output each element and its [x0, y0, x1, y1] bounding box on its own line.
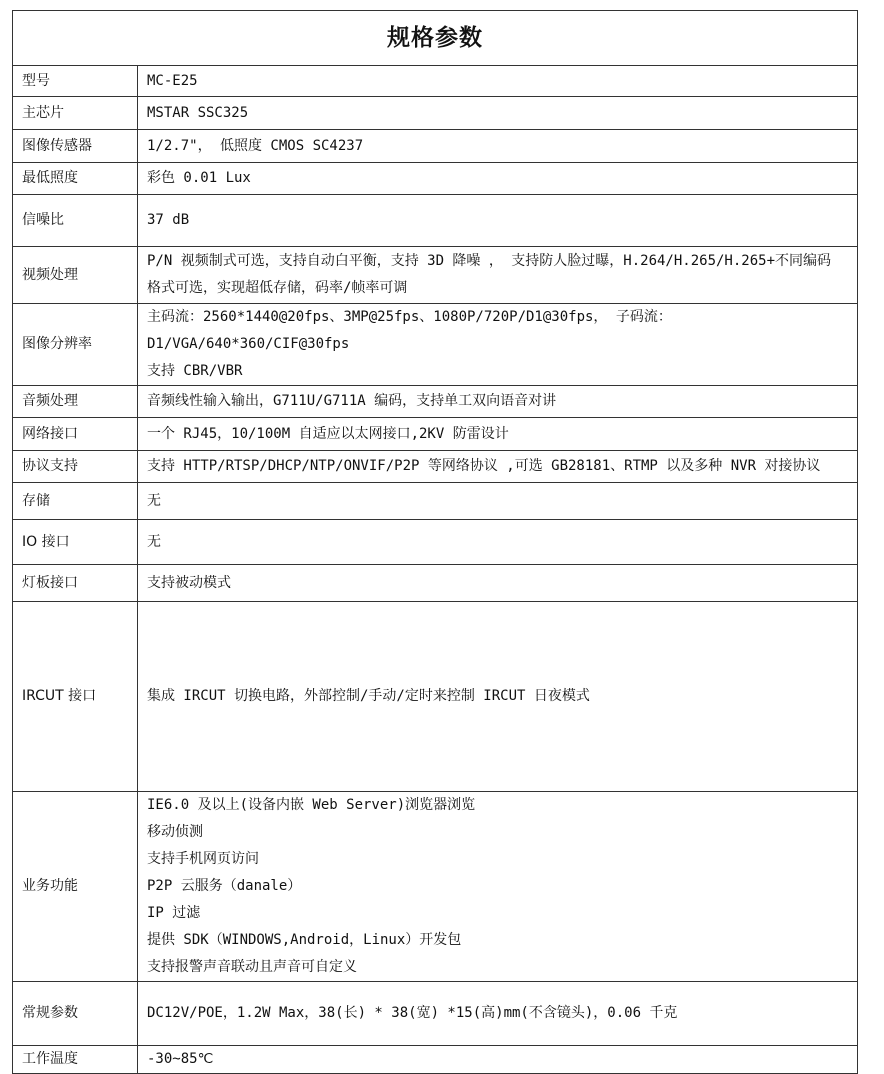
row-label: 主芯片 — [13, 97, 138, 130]
row-value — [138, 451, 858, 483]
row-label: 协议支持 — [13, 451, 138, 483]
table-row — [13, 163, 858, 195]
row-value — [138, 163, 858, 195]
row-value — [138, 304, 858, 386]
row-label: 网络接口 — [13, 418, 138, 451]
value-line: 支持 HTTP/RTSP/DHCP/NTP/ONVIF/P2P 等网络协议 ,可选 GB28181、RTMP 以及多种 NVR 对接协议 — [147, 458, 821, 474]
table-row — [13, 386, 858, 418]
value-line: -30~85℃ — [147, 1051, 214, 1067]
value-line: 支持报警声音联动且声音可自定义 — [147, 959, 357, 975]
value-line: 一个 RJ45，10/100M 自适应以太网接口,2KV 防雷设计 — [147, 425, 509, 442]
row-label: 灯板接口 — [13, 565, 138, 602]
table-title: 规格参数 — [13, 11, 858, 66]
row-value — [138, 483, 858, 520]
row-value — [138, 97, 858, 130]
row-label: 图像分辨率 — [13, 304, 138, 386]
row-value — [138, 130, 858, 163]
table-row — [13, 483, 858, 520]
table-row — [13, 520, 858, 565]
row-label: 型号 — [13, 66, 138, 97]
table-row — [13, 304, 858, 386]
table-row — [13, 66, 858, 97]
row-value — [138, 520, 858, 565]
table-row — [13, 982, 858, 1046]
value-line: 1/2.7"， 低照度 CMOS SC4237 — [147, 137, 364, 154]
value-line: P2P 云服务（danale） — [147, 878, 302, 894]
value-line: IP 过滤 — [147, 905, 201, 921]
value-line: 无 — [147, 533, 161, 550]
table-row — [13, 792, 858, 982]
table-row — [13, 130, 858, 163]
table-row — [13, 565, 858, 602]
spec-rows — [13, 66, 858, 1074]
row-value — [138, 602, 858, 792]
row-label: IRCUT 接口 — [13, 602, 138, 792]
value-line: 音频线性输入输出，G711U/G711A 编码，支持单工双向语音对讲 — [147, 393, 557, 409]
row-label: 音频处理 — [13, 386, 138, 418]
row-label: 信噪比 — [13, 195, 138, 247]
row-label: 最低照度 — [13, 163, 138, 195]
value-line: 支持 CBR/VBR — [147, 363, 243, 379]
row-label: 常规参数 — [13, 982, 138, 1046]
row-value — [138, 418, 858, 451]
row-label: IO 接口 — [13, 520, 138, 565]
table-row — [13, 418, 858, 451]
row-label: 存储 — [13, 483, 138, 520]
row-value — [138, 1046, 858, 1074]
value-line: 格式可选，实现超低存储，码率/帧率可调 — [147, 280, 408, 296]
value-line: 提供 SDK（WINDOWS,Android，Linux）开发包 — [147, 932, 462, 948]
row-value — [138, 565, 858, 602]
row-value — [138, 66, 858, 97]
value-line: 集成 IRCUT 切换电路，外部控制/手动/定时来控制 IRCUT 日夜模式 — [147, 688, 590, 704]
value-line: 彩色 0.01 Lux — [147, 170, 251, 186]
value-line: MC-E25 — [147, 72, 198, 89]
value-line: P/N 视频制式可选，支持自动白平衡，支持 3D 降噪 ， 支持防人脸过曝，H.264/H.265/H.265+不同编码 — [147, 253, 832, 269]
value-line: 无 — [147, 492, 161, 509]
row-label: 图像传感器 — [13, 130, 138, 163]
table-row — [13, 602, 858, 792]
value-line: 支持手机网页访问 — [147, 851, 259, 867]
row-value — [138, 386, 858, 418]
row-label: 工作温度 — [13, 1046, 138, 1074]
value-line: DC12V/POE，1.2W Max，38(长) * 38(宽) *15(高)mm(不含镜头)，0.06 千克 — [147, 1005, 678, 1021]
row-value — [138, 792, 858, 982]
table-row — [13, 247, 858, 304]
table-row — [13, 97, 858, 130]
row-label: 业务功能 — [13, 792, 138, 982]
row-value — [138, 195, 858, 247]
table-row — [13, 451, 858, 483]
value-line: 支持被动模式 — [147, 574, 231, 591]
value-line: MSTAR SSC325 — [147, 104, 249, 121]
table-row — [13, 1046, 858, 1074]
value-line: 主码流：2560*1440@20fps、3MP@25fps、1080P/720P/D1@30fps， 子码流：D1/VGA/640*360/CIF@30fps — [147, 309, 672, 352]
row-value — [138, 247, 858, 304]
value-line: IE6.0 及以上(设备内嵌 Web Server)浏览器浏览 — [147, 797, 476, 813]
row-value — [138, 982, 858, 1046]
title-row — [13, 11, 858, 66]
row-label: 视频处理 — [13, 247, 138, 304]
table-row — [13, 195, 858, 247]
value-line: 移动侦测 — [147, 824, 203, 840]
spec-table — [12, 10, 858, 1074]
value-line: 37 dB — [147, 212, 190, 228]
